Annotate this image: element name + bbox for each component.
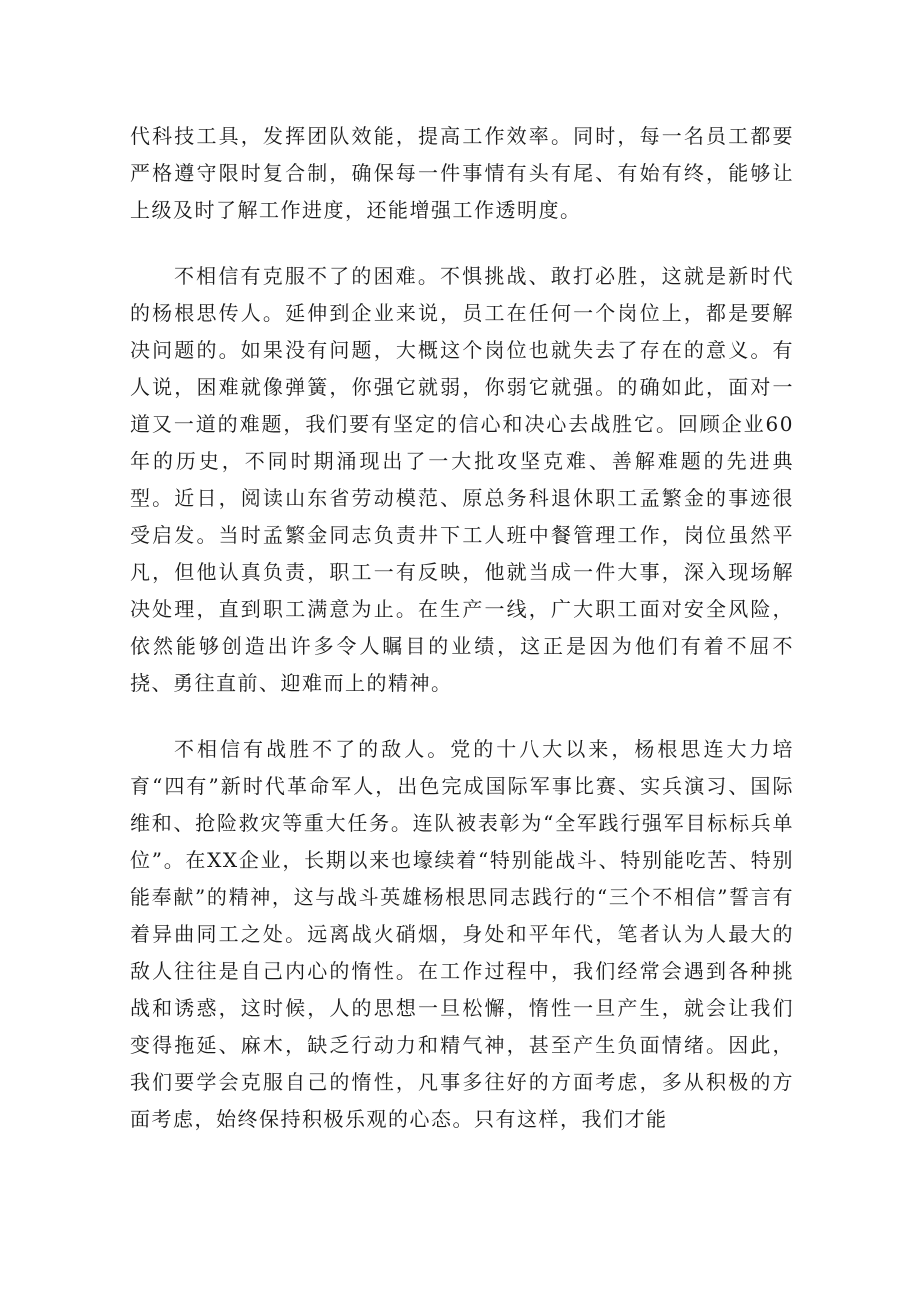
paragraph-continuation: 代科技工具，发挥团队效能，提高工作效率。同时，每一名员工都要严格遵守限时复合制，确保每一件事情有头有尾、有始有终，能够让上级及时了解工作进度，还能增强工作透明度。	[130, 124, 794, 222]
paragraph-defeat-enemies: 不相信有战胜不了的敌人。党的十八大以来，杨根思连大力培育“四有”新时代革命军人，出色完成国际军事比赛、实兵演习、国际维和、抢险救灾等重大任务。连队被表彰为“全军践行强军目标标兵单位”。在XX企业，长期以来也壕续着“特别能战斗、特别能吃苦、特别能奉献”的精神，这与战斗英雄杨根思同志践行的“三个不相信”誓言有着异曲同工之处。远离战火硝烟，身处和平年代，笔者认为人最大的敌人往往是自己内心的惰性。在工作过程中，我们经常会遇到各种挑战和诱惑，这时候，人的思想一旦松懈，惰性一旦产生，就会让我们变得拖延、麻木，缺乏行动力和精气神，甚至产生负面情绪。因此，我们要学会克服自己的惰性，凡事多往好的方面考虑，多从积极的方面考虑，始终保持积极乐观的心态。只有这样，我们才能	[130, 737, 794, 1131]
document-body	[130, 118, 794, 1138]
paragraph-overcome-difficulties: 不相信有克服不了的困难。不惧挑战、敢打必胜，这就是新时代的杨根思传人。延伸到企业来说，员工在任何一个岗位上，都是要解决问题的。如果没有问题，大概这个岗位也就失去了存在的意义。有人说，困难就像弹簧，你强它就弱，你弱它就强。的确如此，面对一道又一道的难题，我们要有坚定的信心和决心去战胜它。回顾企业60年的历史，不同时期涌现出了一大批攻坚克难、善解难题的先进典型。近日，阅读山东省劳动模范、原总务科退休职工孟繁金的事迹很受启发。当时孟繁金同志负责井下工人班中餐管理工作，岗位虽然平凡，但他认真负责，职工一有反映，他就当成一件大事，深入现场解决处理，直到职工满意为止。在生产一线，广大职工面对安全风险，依然能够创造出许多令人瞩目的业绩，这正是因为他们有着不屈不挠、勇往直前、迎难而上的精神。	[130, 264, 794, 695]
